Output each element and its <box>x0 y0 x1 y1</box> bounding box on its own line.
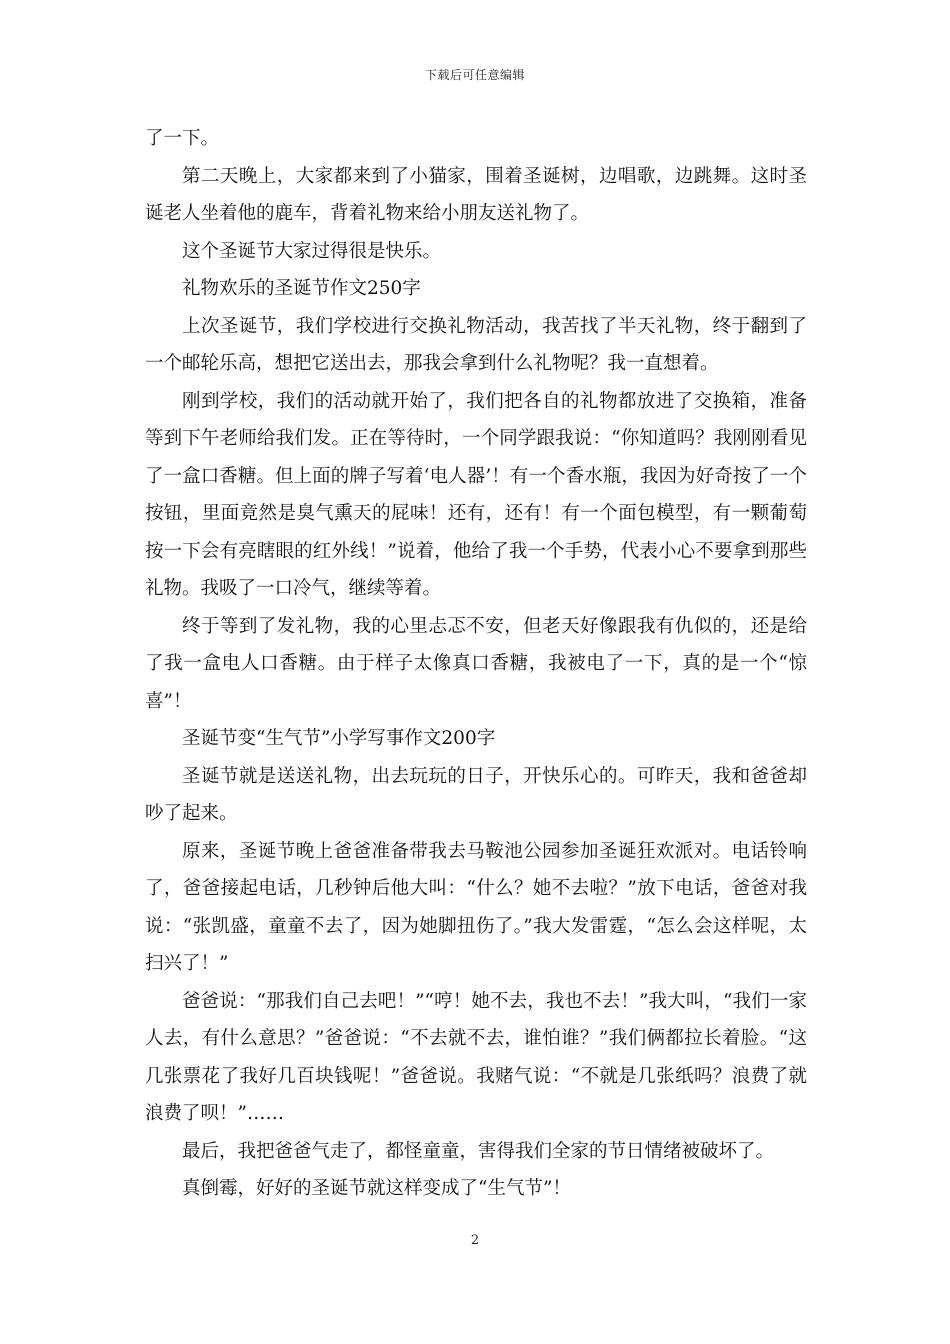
paragraph: 真倒霉，好好的圣诞节就这样变成了“生气节”！ <box>182 1178 571 1199</box>
paragraph: 了一下。 <box>145 128 220 149</box>
paragraph: 第二天晚上，大家都来到了小猫家，围着圣诞树，边唱歌，边跳舞。这时圣诞老人坐着他的鹿车，背着礼物来给小朋友送礼物了。 <box>145 165 807 224</box>
section-title: 礼物欢乐的圣诞节作文250字 <box>182 278 421 299</box>
paragraph: 上次圣诞节，我们学校进行交换礼物活动，我苦找了半天礼物，终于翻到了一个邮轮乐高，想把它送出去，那我会拿到什么礼物呢？我一直想着。 <box>145 315 807 374</box>
paragraph: 这个圣诞节大家过得很是快乐。 <box>182 240 442 262</box>
paragraph: 圣诞节就是送送礼物，出去玩玩的日子，开快乐心的。可昨天，我和爸爸却吵了起来。 <box>145 765 807 824</box>
page-header: 下载后可任意编辑 <box>424 68 525 82</box>
paragraph: 最后，我把爸爸气走了，都怪童童，害得我们全家的节日情绪被破坏了。 <box>182 1140 775 1162</box>
document-body <box>145 120 807 1208</box>
page-number: 2 <box>470 1233 480 1248</box>
paragraph: 爸爸说：“那我们自己去吧！”“哼！她不去，我也不去！”我大叫，“我们一家人去，有什么意思？”爸爸说：“不去就不去，谁怕谁？”我们俩都拉长着脸。“这几张票花了我好几百块钱呢！”爸爸说。我赌气说：“不就是几张纸吗？浪费了就浪费了呗！”…… <box>145 990 807 1124</box>
paragraph: 刚到学校，我们的活动就开始了，我们把各自的礼物都放进了交换箱，准备等到下午老师给我们发。正在等待时，一个同学跟我说：“你知道吗？我刚刚看见了一盒口香糖。但上面的牌子写着‘电人器’！有一个香水瓶，我因为好奇按了一个按钮，里面竟然是臭气熏天的屁味！还有，还有！有一个面包模型，有一颗葡萄按一下会有亮瞎眼的红外线！”说着，他给了我一个手势，代表小心不要拿到那些礼物。我吸了一口冷气，继续等着。 <box>145 390 807 599</box>
paragraph: 原来，圣诞节晚上爸爸准备带我去马鞍池公园参加圣诞狂欢派对。电话铃响了，爸爸接起电话，几秒钟后他大叫：“什么？她不去啦？”放下电话，爸爸对我说：“张凯盛，童童不去了，因为她脚扭伤了。”我大发雷霆，“怎么会这样呢，太扫兴了！” <box>145 840 807 974</box>
paragraph: 终于等到了发礼物，我的心里忐忑不安，但老天好像跟我有仇似的，还是给了我一盒电人口香糖。由于样子太像真口香糖，我被电了一下，真的是一个“惊喜”！ <box>145 615 807 712</box>
section-title: 圣诞节变“生气节”小学写事作文200字 <box>182 728 496 749</box>
